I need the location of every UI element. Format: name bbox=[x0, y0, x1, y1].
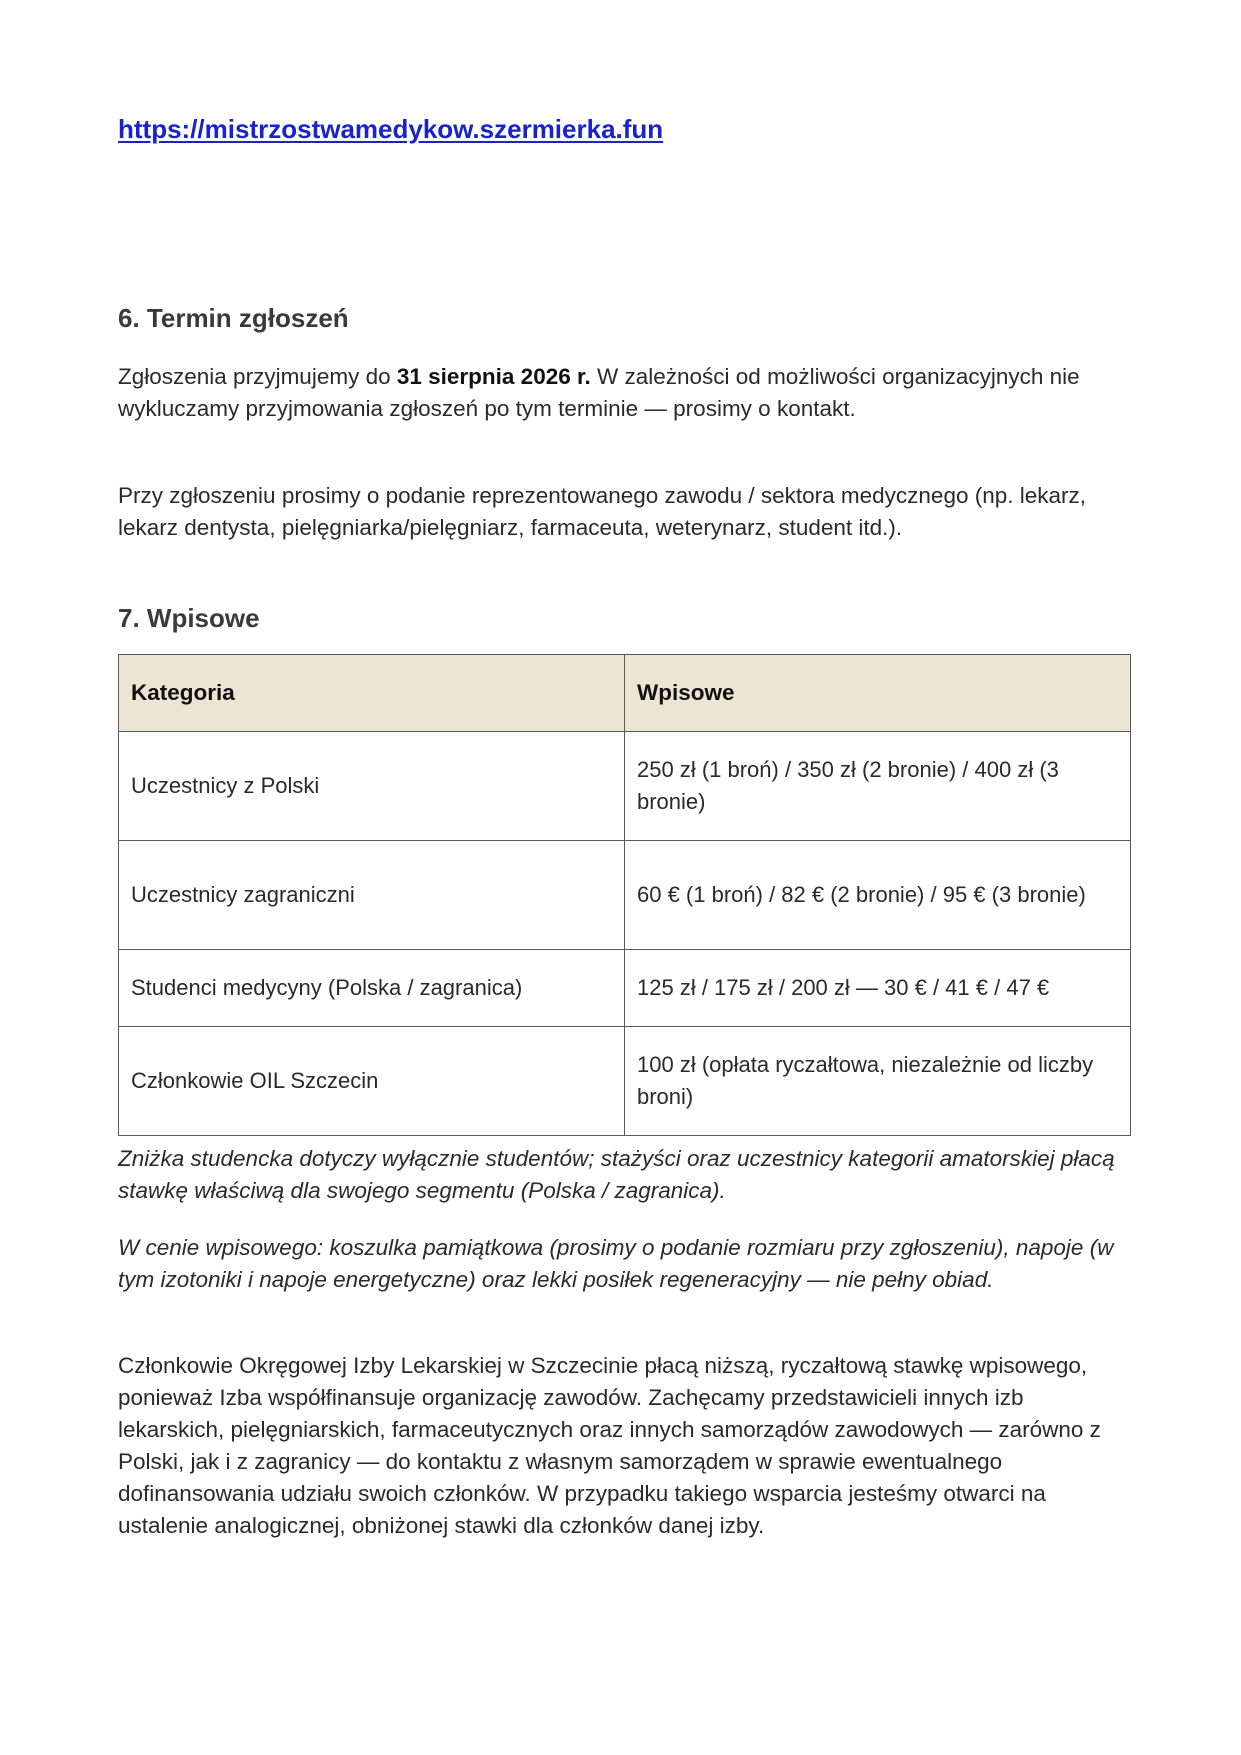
header-fee: Wpisowe bbox=[625, 655, 1131, 732]
profession-paragraph: Przy zgłoszeniu prosimy o podanie reprezentowanego zawodu / sektora medycznego (np. lekarz, lekarz dentysta, pielęgniarka/pielęgniarz, farmaceuta, weterynarz, student itd.). bbox=[118, 483, 1087, 540]
table-row bbox=[119, 950, 1131, 1027]
fee-cell: 125 zł / 175 zł / 200 zł — 30 € / 41 € / 47 € bbox=[625, 950, 1131, 1027]
section-6-heading: 6. Termin zgłoszeń bbox=[118, 303, 349, 333]
oil-members-paragraph: Członkowie Okręgowej Izby Lekarskiej w Szczecinie płacą niższą, ryczałtową stawkę wpisowego, ponieważ Izba współfinansuje organizację zawodów. Zachęcamy przedstawicieli innych izb lekarskich, pielęgniarskich, farmaceutycznych oraz innych samorządów zawodowych — zarówno z Polski, jak i z zagranicy — do kontaktu z własnym samorządem w sprawie ewentualnego dofinansowania udziału swoich członków. W przypadku takiego wsparcia jesteśmy otwarci na ustalenie analogicznej, obniżonej stawki dla członków danej izby. bbox=[118, 1353, 1101, 1538]
student-discount-note: Zniżka studencka dotyczy wyłącznie studentów; stażyści oraz uczestnicy kategorii amatorskiej płacą stawkę właściwą dla swojego segmentu (Polska / zagranica). bbox=[118, 1146, 1115, 1203]
category-cell: Studenci medycyny (Polska / zagranica) bbox=[119, 950, 625, 1027]
deadline-paragraph bbox=[118, 361, 1128, 425]
section-7-heading: 7. Wpisowe bbox=[118, 603, 260, 633]
fee-includes-note: W cenie wpisowego: koszulka pamiątkowa (prosimy o podanie rozmiaru przy zgłoszeniu), napoje (w tym izotoniki i napoje energetyczne) oraz lekki posiłek regeneracyjny — nie pełny obiad. bbox=[118, 1235, 1114, 1292]
fees-table bbox=[118, 654, 1131, 1136]
website-link[interactable]: https://mistrzostwamedykow.szermierka.fun bbox=[118, 114, 664, 144]
deadline-text-end: W zależności od możliwości organizacyjnych nie wykluczamy przyjmowania zgłoszeń po tym terminie — prosimy o kontakt. bbox=[118, 364, 1080, 421]
deadline-text-start: Zgłoszenia przyjmujemy do bbox=[118, 364, 397, 389]
category-cell: Uczestnicy z Polski bbox=[119, 732, 625, 841]
fee-cell: 60 € (1 broń) / 82 € (2 bronie) / 95 € (3 bronie) bbox=[625, 841, 1131, 950]
table-row bbox=[119, 841, 1131, 950]
fee-cell: 250 zł (1 broń) / 350 zł (2 bronie) / 400 zł (3 bronie) bbox=[625, 732, 1131, 841]
category-cell: Uczestnicy zagraniczni bbox=[119, 841, 625, 950]
fee-cell: 100 zł (opłata ryczałtowa, niezależnie od liczby broni) bbox=[625, 1027, 1131, 1136]
deadline-date: 31 sierpnia 2026 r. bbox=[396, 364, 591, 389]
table-row bbox=[119, 732, 1131, 841]
table-row bbox=[119, 1027, 1131, 1136]
category-cell: Członkowie OIL Szczecin bbox=[119, 1027, 625, 1136]
table-header-row bbox=[119, 655, 1131, 732]
header-category: Kategoria bbox=[119, 655, 625, 732]
